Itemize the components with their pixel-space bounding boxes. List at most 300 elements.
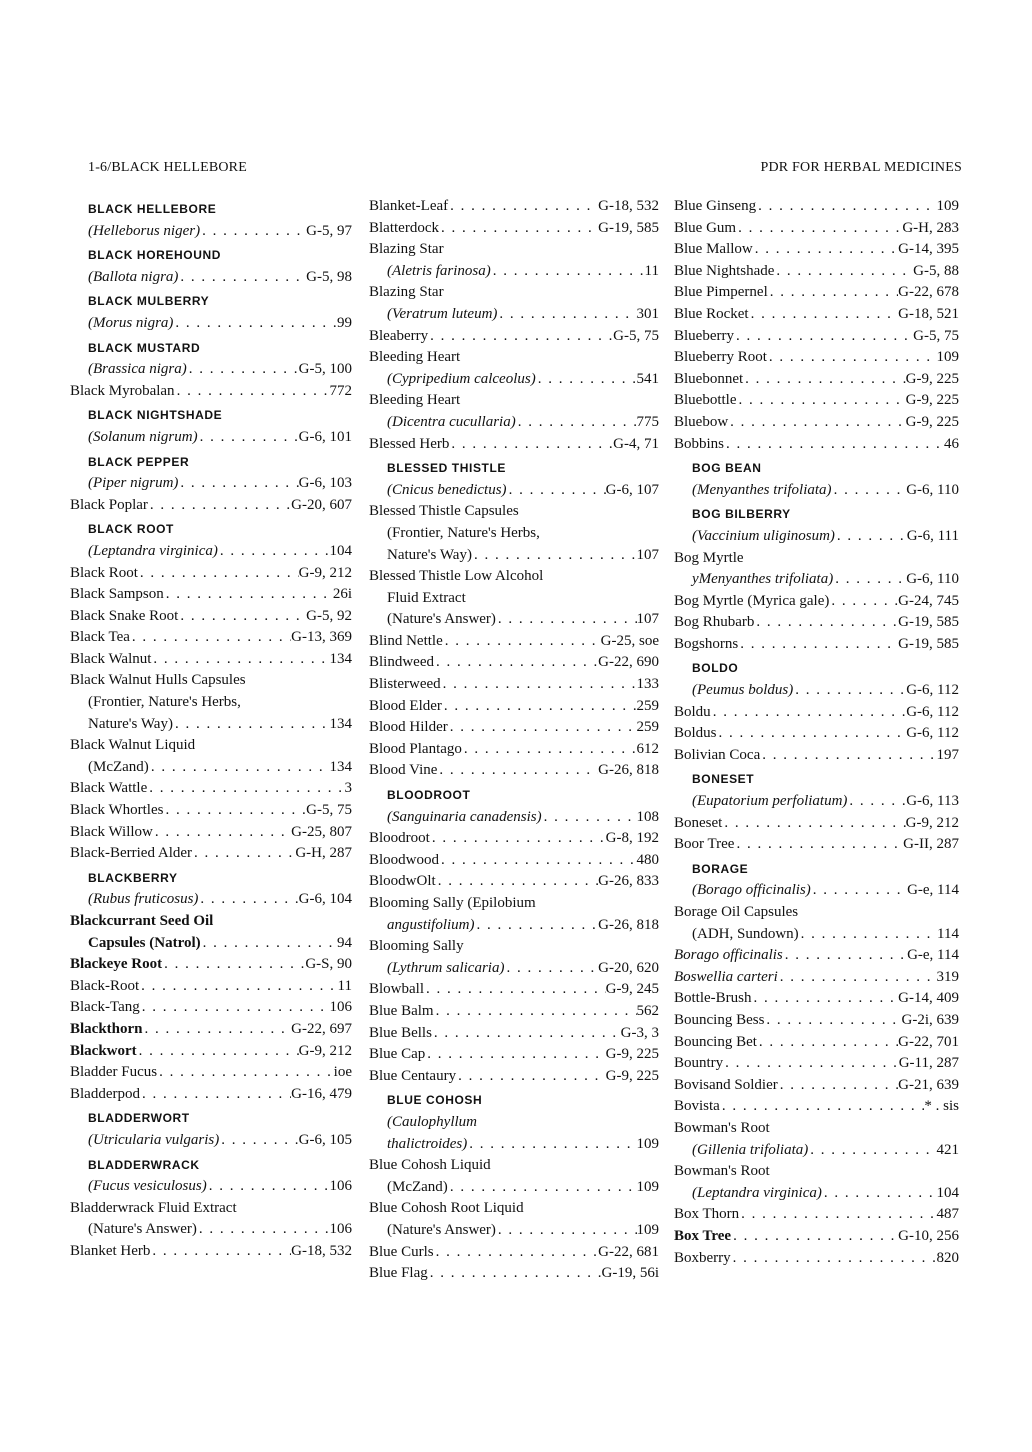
entry-page-ref: 480 (636, 851, 659, 868)
entry-name: Blackthorn (70, 1020, 143, 1037)
entry-page-ref: G-9, 225 (905, 392, 959, 409)
dot-leader (218, 541, 330, 563)
entry-name: Blue Pimpernel (674, 284, 768, 301)
index-section-heading: BLACK HOREHOUND (88, 248, 221, 263)
entry-name: (Caulophyllum (387, 1113, 477, 1130)
entry-name: Bottle-Brush (674, 990, 752, 1007)
entry-name: Blueberry (674, 327, 734, 344)
index-column-3 (674, 196, 959, 1269)
index-entry (674, 902, 959, 924)
dot-leader (178, 606, 306, 628)
dot-leader (198, 427, 299, 449)
index-entry (70, 1241, 352, 1263)
entry-name: Bladderwrack Fluid Extract (70, 1199, 237, 1216)
entry-name: Black Willow (70, 823, 153, 840)
entry-page-ref: G-10, 256 (898, 1227, 959, 1244)
dot-leader (150, 1241, 291, 1263)
entry-page-ref: G-II, 287 (903, 836, 959, 853)
entry-name: Blue Rocket (674, 305, 749, 322)
entry-name: Black Walnut Liquid (70, 737, 196, 754)
entry-page-ref: G-26, 818 (598, 916, 659, 933)
index-entry (70, 976, 352, 998)
entry-name: Blood Hilder (369, 719, 448, 736)
dot-leader (723, 1053, 899, 1075)
entry-name: Bountry (674, 1055, 724, 1072)
dot-leader (799, 924, 937, 946)
index-entry (70, 1130, 352, 1152)
entry-name: Boldus (674, 725, 717, 742)
entry-page-ref: 99 (337, 314, 352, 331)
index-entry (369, 1177, 659, 1199)
dot-leader (428, 1263, 602, 1285)
entry-page-ref: G-6, 107 (605, 481, 659, 498)
entry-name: (Frontier, Nature's Herbs, (387, 524, 540, 541)
dot-leader (441, 674, 637, 696)
entry-name: Bloodroot (369, 830, 430, 847)
entry-name: Bleeding Heart (369, 349, 461, 366)
entry-page-ref: 108 (636, 808, 659, 825)
index-entry (369, 652, 659, 674)
entry-name: Blood Elder (369, 697, 442, 714)
entry-name: (Peumus boldus) (692, 682, 794, 699)
index-entry (70, 997, 352, 1019)
entry-name: Black Poplar (70, 496, 148, 513)
dot-leader (219, 1130, 298, 1152)
entry-name: (Dicentra cucullaria) (387, 413, 516, 430)
entry-page-ref: ioe (333, 1064, 352, 1081)
entry-name: Fluid Extract (387, 589, 466, 606)
entry-name: Blackcurrant Seed Oil (70, 913, 214, 929)
entry-page-ref: 26i (332, 586, 352, 603)
index-entry (369, 871, 659, 893)
dot-leader (743, 369, 906, 391)
dot-leader (536, 369, 637, 391)
index-entry (369, 523, 659, 545)
entry-page-ref: 134 (329, 715, 352, 732)
dot-leader (767, 347, 937, 369)
dot-leader (753, 239, 898, 261)
index-entry (70, 778, 352, 800)
index-entry (70, 267, 352, 289)
index-entry (70, 843, 352, 865)
entry-name: Boneset (674, 814, 723, 831)
dot-leader (734, 326, 913, 348)
entry-name: (Fucus vesiculosus) (88, 1178, 207, 1195)
dot-leader (434, 1001, 637, 1023)
entry-name: Bog Myrtle (Myrica gale) (674, 592, 830, 609)
entry-page-ref: G-22, 697 (291, 1020, 352, 1037)
index-entry (369, 390, 659, 412)
index-entry (674, 1053, 959, 1075)
entry-name: (Solanum nigrum) (88, 428, 198, 445)
entry-page-ref: G-6, 105 (298, 1131, 352, 1148)
index-entry (369, 282, 659, 304)
entry-name: Black Walnut (70, 650, 152, 667)
entry-page-ref: 197 (936, 746, 959, 763)
entry-name: (Leptandra virginica) (88, 542, 218, 559)
dot-leader (197, 1219, 330, 1241)
entry-page-ref: G-6, 104 (298, 891, 352, 908)
index-entry (70, 1062, 352, 1084)
entry-page-ref: 259 (636, 697, 659, 714)
index-entry (674, 1226, 959, 1248)
entry-name: (Leptandra virginica) (692, 1184, 822, 1201)
dot-leader (425, 1044, 605, 1066)
entry-name: Blackwort (70, 1042, 137, 1059)
entry-name: Blanket-Leaf (369, 198, 449, 214)
entry-page-ref: G-18, 521 (898, 305, 959, 322)
index-entry (70, 563, 352, 585)
dot-leader (148, 495, 291, 517)
index-entry (674, 634, 959, 656)
entry-name: (ADH, Sundown) (692, 925, 799, 942)
entry-name: (Eupatorium perfoliatum) (692, 793, 848, 810)
index-entry (674, 261, 959, 283)
index-entry (674, 1140, 959, 1162)
index-entry (70, 822, 352, 844)
entry-name: Bluebottle (674, 392, 737, 409)
entry-page-ref: 114 (937, 925, 959, 942)
entry-name: Borage Oil Capsules (674, 904, 799, 920)
index-entry (70, 954, 352, 976)
entry-page-ref: G-13, 369 (291, 629, 352, 646)
entry-page-ref: G-14, 395 (898, 241, 959, 258)
dot-leader (434, 1242, 599, 1264)
dot-leader (130, 627, 291, 649)
entry-name: Box Tree (674, 1227, 732, 1244)
index-entry (369, 566, 659, 588)
dot-leader (832, 480, 907, 502)
index-entry (70, 313, 352, 335)
index-entry (674, 1010, 959, 1032)
index-entry (674, 1075, 959, 1097)
index-entry (369, 1220, 659, 1242)
index-column-2 (369, 196, 659, 1285)
entry-page-ref: G-22, 678 (898, 284, 959, 301)
entry-name: BloodwOlt (369, 873, 436, 890)
dot-leader (778, 967, 937, 989)
entry-name: Blueberry Root (674, 349, 767, 366)
entry-name: Bolivian Coca (674, 746, 761, 763)
entry-page-ref: 104 (329, 542, 352, 559)
entry-page-ref: G-6, 110 (906, 481, 959, 498)
entry-name: (Lythrum salicaria) (387, 959, 505, 976)
entry-name: Blue Balm (369, 1002, 434, 1019)
index-entry (674, 880, 959, 902)
entry-page-ref: G-8, 192 (605, 830, 659, 847)
entry-name: (McZand) (387, 1178, 448, 1195)
entry-name: Blue Nightshade (674, 262, 775, 279)
index-entry (369, 545, 659, 567)
entry-name: Blind Nettle (369, 632, 443, 649)
dot-leader (139, 976, 337, 998)
dot-leader (456, 1066, 606, 1088)
index-column-1 (70, 196, 352, 1263)
entry-page-ref: 106 (329, 1178, 352, 1195)
entry-page-ref: G-25, soe (600, 632, 659, 649)
index-section-heading: BLACK MUSTARD (88, 340, 201, 355)
dot-leader (201, 933, 337, 955)
dot-leader (178, 473, 298, 495)
entry-name: (Veratrum luteum) (387, 305, 498, 322)
dot-leader (448, 1177, 637, 1199)
index-entry (674, 326, 959, 348)
index-entry (369, 501, 659, 523)
entry-name: (Ballota nigra) (88, 268, 179, 285)
dot-leader (173, 313, 337, 335)
index-entry (369, 1066, 659, 1088)
entry-name: Bleaberry (369, 327, 429, 344)
entry-name: Bluebow (674, 413, 729, 430)
entry-name: Box Thorn (674, 1206, 740, 1223)
index-entry (674, 412, 959, 434)
entry-page-ref: G-20, 607 (291, 496, 352, 513)
dot-leader (542, 807, 637, 829)
dot-leader (739, 1204, 936, 1226)
dot-leader (847, 791, 906, 813)
entry-name: (Sanguinaria canadensis) (387, 808, 542, 825)
entry-page-ref: G-19, 56i (601, 1265, 659, 1282)
entry-name: Bowman's Root (674, 1163, 770, 1180)
entry-page-ref: G-18, 532 (598, 198, 659, 214)
entry-name: Capsules (Natrol) (88, 934, 201, 951)
dot-leader (173, 714, 330, 736)
entry-page-ref: 541 (636, 370, 659, 387)
entry-name: Blowball (369, 981, 424, 998)
entry-page-ref: G-19, 585 (598, 219, 659, 236)
entry-name: Blanket Herb (70, 1242, 151, 1259)
entry-page-ref: 775 (636, 413, 659, 430)
dot-leader (711, 702, 907, 724)
entry-name: Blazing Star (369, 284, 444, 301)
entry-name: Blazing Star (369, 241, 444, 258)
entry-page-ref: G-6, 112 (906, 725, 959, 742)
index-entry (369, 412, 659, 434)
entry-name: Bleeding Heart (369, 392, 461, 409)
entry-name: Blood Plantago (369, 740, 462, 757)
dot-leader (764, 1010, 901, 1032)
index-entry (674, 569, 959, 591)
entry-name: Black Sampson (70, 586, 164, 603)
entry-page-ref: G-22, 701 (898, 1033, 959, 1050)
index-entry (369, 915, 659, 937)
entry-page-ref: G-26, 833 (598, 873, 659, 890)
dot-leader (808, 1140, 936, 1162)
entry-page-ref: 109 (636, 1221, 659, 1238)
dot-leader (143, 1019, 292, 1041)
index-entry (70, 933, 352, 955)
entry-name: (Gillenia trifoliata) (692, 1141, 809, 1158)
entry-page-ref: G-9, 225 (905, 370, 959, 387)
entry-page-ref: G-S, 90 (305, 956, 352, 973)
entry-name: (Aletris farinosa) (387, 262, 491, 279)
dot-leader (147, 778, 344, 800)
entry-page-ref: G-9, 212 (298, 1042, 352, 1059)
dot-leader (178, 267, 306, 289)
index-entry (70, 381, 352, 403)
entry-page-ref: G-6, 112 (906, 703, 959, 720)
index-entry (674, 702, 959, 724)
index-entry (674, 239, 959, 261)
entry-name: Black Walnut Hulls Capsules (70, 672, 246, 689)
dot-leader (434, 652, 598, 674)
entry-page-ref: 106 (329, 999, 352, 1016)
entry-name: (Vaccinium uliginosum) (692, 527, 835, 544)
index-entry (674, 1204, 959, 1226)
index-section-heading: BLOODROOT (387, 788, 471, 803)
entry-page-ref: G-5, 88 (913, 262, 959, 279)
index-entry (70, 606, 352, 628)
dot-leader (497, 304, 636, 326)
entry-name: (Frontier, Nature's Herbs, (88, 694, 241, 711)
entry-name: Borago officinalis (674, 947, 783, 964)
entry-name: Bladder Fucus (70, 1064, 158, 1081)
dot-leader (149, 757, 330, 779)
entry-name: Boor Tree (674, 836, 735, 853)
index-entry (369, 239, 659, 261)
dot-leader (496, 609, 637, 631)
dot-leader (467, 1134, 636, 1156)
index-entry (369, 696, 659, 718)
index-entry (70, 735, 352, 757)
index-entry (70, 1219, 352, 1241)
entry-name: Boswellia carteri (674, 968, 778, 985)
entry-page-ref: G-25, 807 (291, 823, 352, 840)
entry-name: Black-Tang (70, 999, 140, 1016)
entry-page-ref: 772 (329, 382, 352, 399)
entry-name: (McZand) (88, 758, 149, 775)
entry-name: Bloodwood (369, 851, 440, 868)
index-entry (674, 304, 959, 326)
index-entry (674, 924, 959, 946)
dot-leader (749, 304, 899, 326)
dot-leader (439, 218, 598, 240)
entry-page-ref: G-H, 283 (902, 219, 959, 236)
dot-leader (835, 526, 907, 548)
index-entry (674, 218, 959, 240)
index-section-heading: BOG BILBERRY (692, 507, 791, 522)
index-entry (369, 218, 659, 240)
index-entry (70, 1084, 352, 1106)
index-entry (70, 714, 352, 736)
index-entry (674, 347, 959, 369)
entry-name: Blatterdock (369, 219, 439, 236)
index-entry (369, 828, 659, 850)
index-entry (674, 967, 959, 989)
entry-name: Blue Cohosh Liquid (369, 1157, 491, 1174)
entry-name: Nature's Way) (387, 546, 472, 563)
entry-page-ref: G-14, 409 (898, 990, 959, 1007)
index-entry (674, 945, 959, 967)
entry-page-ref: 109 (636, 1135, 659, 1152)
entry-page-ref: G-5, 75 (613, 327, 659, 344)
entry-name: Black Myrobalan (70, 382, 175, 399)
entry-page-ref: 134 (329, 650, 352, 667)
dot-leader (757, 1032, 898, 1054)
entry-page-ref: 109 (636, 1178, 659, 1195)
entry-page-ref: G-9, 212 (298, 564, 352, 581)
entry-page-ref: G-6, 112 (906, 682, 959, 699)
entry-page-ref: 487 (936, 1206, 959, 1223)
entry-name: (Cypripedium calceolus) (387, 370, 536, 387)
dot-leader (192, 843, 295, 865)
entry-name: Bogshorns (674, 635, 739, 652)
index-entry (674, 680, 959, 702)
index-entry (70, 911, 352, 933)
index-entry (674, 369, 959, 391)
dot-leader (430, 828, 606, 850)
entry-name: Black Whortles (70, 802, 164, 819)
entry-page-ref: 133 (636, 676, 659, 693)
entry-page-ref: 820 (936, 1249, 959, 1266)
dot-leader (462, 739, 637, 761)
dot-leader (140, 997, 330, 1019)
index-entry (70, 359, 352, 381)
dot-leader (442, 696, 637, 718)
entry-name: Blue Gum (674, 219, 737, 236)
entry-name: Black Wattle (70, 780, 148, 797)
entry-page-ref: G-9, 212 (905, 814, 959, 831)
index-entry (70, 627, 352, 649)
index-entry (70, 670, 352, 692)
dot-leader (738, 634, 898, 656)
dot-leader (163, 800, 306, 822)
index-entry (369, 739, 659, 761)
index-entry (369, 958, 659, 980)
index-entry (369, 1263, 659, 1285)
entry-page-ref: G-20, 620 (598, 959, 659, 976)
index-entry (70, 649, 352, 671)
entry-page-ref: 107 (636, 611, 659, 628)
entry-name: (Menyanthes trifoliata) (692, 481, 832, 498)
index-entry (369, 631, 659, 653)
dot-leader (448, 717, 637, 739)
index-entry (369, 196, 659, 218)
dot-leader (754, 612, 898, 634)
entry-name: (Rubus fruticosus) (88, 891, 199, 908)
dot-leader (734, 834, 903, 856)
entry-name: Blindweed (369, 654, 434, 671)
dot-leader (722, 813, 905, 835)
entry-page-ref: G-9, 245 (605, 981, 659, 998)
index-section-heading: BLACK HELLEBORE (88, 202, 217, 216)
entry-name: Black Root (70, 564, 138, 581)
index-entry (674, 196, 959, 218)
running-header-left: 1-6/BLACK HELLEBORE (88, 160, 247, 175)
entry-page-ref: G-5, 75 (913, 327, 959, 344)
index-section-heading: BLACK NIGHTSHADE (88, 408, 223, 423)
index-entry (674, 813, 959, 835)
index-section-heading: BLACKBERRY (88, 870, 178, 885)
entry-name: Blood Vine (369, 762, 438, 779)
index-section-heading: BLACK MULBERRY (88, 294, 210, 309)
entry-page-ref: G-6, 111 (906, 527, 959, 544)
dot-leader (491, 261, 645, 283)
entry-page-ref: 259 (636, 719, 659, 736)
dot-leader (164, 584, 333, 606)
index-entry (70, 427, 352, 449)
entry-name: (Brassica nigra) (88, 361, 187, 378)
dot-leader (496, 1220, 637, 1242)
entry-name: Blessed Thistle Capsules (369, 503, 519, 520)
dot-leader (833, 569, 906, 591)
index-entry (674, 434, 959, 456)
dot-leader (151, 649, 329, 671)
entry-name: Blooming Sally (369, 938, 464, 955)
entry-page-ref: G-6, 101 (298, 428, 352, 445)
entry-page-ref: 106 (329, 1221, 352, 1238)
entry-page-ref: G-9, 225 (605, 1046, 659, 1063)
